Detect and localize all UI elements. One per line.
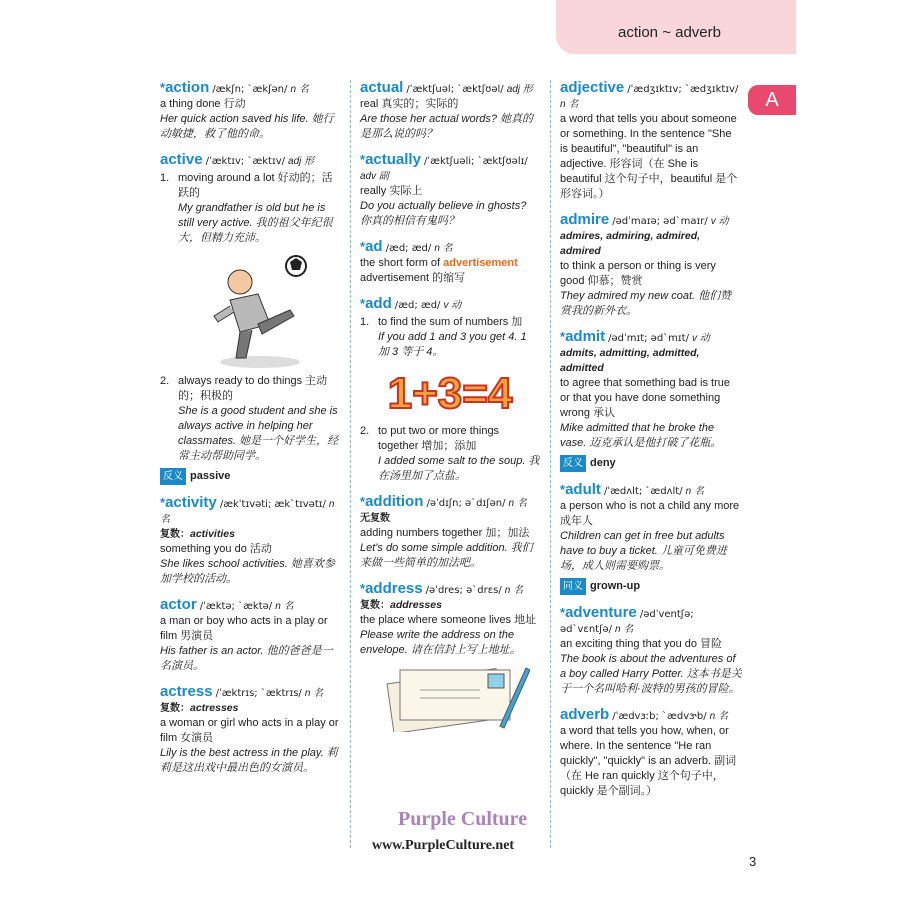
headword: action <box>165 79 210 96</box>
definition: real 真实的；实际的 <box>360 98 459 110</box>
entry-address: *address /əˈdres; əˋdrɛs/ n 名 复数：addresses the place where someone lives 地址 Please write the address on the envelope. 请在信封上写上地址。 <box>360 581 540 732</box>
entry-actor: actor /ˈæktə; ˋæktə/ n 名 a man or boy who acts in a play or film 男演员 His father is an actor. 他的爸爸是一名演员。 <box>160 597 342 674</box>
example: Lily is the best actress in the play. 莉莉是这出戏中最出色的女演员。 <box>160 747 338 774</box>
page-header <box>556 0 796 54</box>
headword: adjective <box>560 79 625 96</box>
example: Let's do some simple addition. 我们来做一些简单的加法吧。 <box>360 542 533 569</box>
entry-activity: *activity /ækˈtɪvəti; ækˋtɪvətɪ/ n 名 复数：activities something you do 活动 She likes school activities. 她喜欢参加学校的活动。 <box>160 495 342 587</box>
definition: a person who is not a child any more 成年人 <box>560 500 740 527</box>
entry-action: *action /ækʃn; ˋækʃən/ n 名 a thing done 行动 Her quick action saved his life. 她行动敏捷，救了他的命。 <box>160 80 342 142</box>
definition: adding numbers together 加；加法 <box>360 527 530 539</box>
definition: really 实际上 <box>360 185 423 197</box>
definition: the place where someone lives 地址 <box>360 614 537 626</box>
definition: a woman or girl who acts in a play or film 女演员 <box>160 717 339 744</box>
example: If you add 1 and 3 you get 4. 1 加 3 等于 4。 <box>378 331 527 358</box>
headword: adventure <box>565 604 637 621</box>
headword: activity <box>165 494 217 511</box>
old-man-soccer-illustration <box>200 250 320 370</box>
cross-reference-link[interactable]: advertisement <box>443 257 518 269</box>
definition: always ready to do things 主动的；积极的 <box>178 375 328 402</box>
column-divider <box>550 80 551 848</box>
header-range: action ~ adverb <box>618 24 721 41</box>
definition: to put two or more things together 增加；添加 <box>378 425 500 452</box>
entry-admire: admire /ədˈmaɪə; ədˋmaɪr/ v 动 admires, admiring, admired, admired to think a person or thing is very good 仰慕；赞赏 They admired my new coat. 他们赞赏我的新外衣。 <box>560 212 742 319</box>
example: They admired my new coat. 他们赞赏我的新外衣。 <box>560 290 732 317</box>
column-1 <box>160 80 342 786</box>
entry-add: *add /æd; æd/ v 动 1. to find the sum of numbers 加 If you add 1 and 3 you get 4. 1 加 3 等于 4。 1+3=4 2. to put two or more things together 增加；添加 I added some salt to the soup. 我在汤里加了点盐。 <box>360 295 540 482</box>
definition: something you do 活动 <box>160 543 272 555</box>
antonym: 反义 passive <box>160 468 342 485</box>
definition: to find the sum of numbers 加 <box>378 316 523 328</box>
headword: actor <box>160 596 197 613</box>
entry-ad: *ad /æd; æd/ n 名 the short form of advertisement advertisement 的缩写 <box>360 239 540 286</box>
envelope-illustration <box>380 662 530 732</box>
column-3 <box>560 80 742 809</box>
headword: actually <box>365 151 421 168</box>
entry-adult: *adult /ˈædʌlt; ˋædʌlt/ n 名 a person who is not a child any more 成年人 Children can get in free but adults have to buy a ticket. 儿童可免费进场，成人则需要购票。 同义 grown-up <box>560 482 742 595</box>
letter-tab: A <box>748 85 796 115</box>
definition: a word that tells you how, when, or where. In the sentence "He ran quickly", "quickly" is an adverb. 副词（在 He ran quickly 这个句子中，quickly 是个副词。） <box>560 725 737 797</box>
headword: admire <box>560 211 610 228</box>
entry-actually: *actually /ˈæktʃuəli; ˋæktʃʊəlɪ/ adv 副 really 实际上 Do you actually believe in ghosts? 你真的相信有鬼吗？ <box>360 152 540 229</box>
definition: the short form of advertisement advertisement 的缩写 <box>360 257 518 284</box>
equation-illustration <box>370 364 530 420</box>
headword: address <box>365 580 423 597</box>
page-number: 3 <box>749 854 757 869</box>
definition: a word that tells you about someone or something. In the sentence "She is beautiful", "beautiful" is an adjective. 形容词（在 She is beautiful 这个句子中，beautiful 是个形容词。） <box>560 113 738 200</box>
example: She likes school activities. 她喜欢参加学校的活动。 <box>160 558 335 585</box>
entry-active: active /ˈæktɪv; ˋæktɪv/ adj 形 1. moving around a lot 好动的；活跃的 My grandfather is old but he is still very active. 我的祖父年纪很大，但精力充沛。 2. always ready to do things 主动的；积极的 She is a good student and she is always active in helping her classmates. 她是一个好学生，经常主动帮助同学。 反义 passive <box>160 152 342 485</box>
headword: active <box>160 151 203 168</box>
headword: admit <box>565 328 606 345</box>
example: Do you actually believe in ghosts? 你真的相信有鬼吗？ <box>360 200 527 227</box>
equation-text: 1+3=4 <box>387 369 513 418</box>
definition: moving around a lot 好动的；活跃的 <box>178 172 333 199</box>
headword: ad <box>365 238 383 255</box>
entry-adventure: *adventure /ədˈventʃə; ədˋvɛntʃə/ n 名 an exciting thing that you do 冒险 The book is about the adventures of a boy called Harry Potter. 这本书是关于一个名叫哈利·波特的男孩的冒险。 <box>560 604 742 695</box>
headword: adverb <box>560 706 610 723</box>
column-divider <box>350 80 351 848</box>
synonym: 同义 grown-up <box>560 578 742 595</box>
example: My grandfather is old but he is still very active. 我的祖父年纪很大，但精力充沛。 <box>178 202 333 244</box>
entry-actress: actress /ˈæktrɪs; ˋæktrɪs/ n 名 复数：actresses a woman or girl who acts in a play or film 女演员 Lily is the best actress in the play. 莉莉是这出戏中最出色的女演员。 <box>160 684 342 776</box>
definition: to think a person or thing is very good 仰慕；赞赏 <box>560 260 716 287</box>
example: Mike admitted that he broke the vase. 迈克承认是他打破了花瓶。 <box>560 422 722 449</box>
definition: to agree that something bad is true or that you have done something wrong 承认 <box>560 377 730 419</box>
example: Are those her actual words? 她真的是那么说的吗？ <box>360 113 534 140</box>
example: She is a good student and she is always active in helping her classmates. 她是一个好学生，经常主动帮助同学。 <box>178 405 339 462</box>
example: Please write the address on the envelope. 请在信封上写上地址。 <box>360 629 521 656</box>
watermark-brand: Purple Culture <box>398 808 528 830</box>
definition: a man or boy who acts in a play or film 男演员 <box>160 615 328 642</box>
entry-adjective: adjective /ˈædʒɪktɪv; ˋædʒɪktɪv/ n 名 a word that tells you about someone or something. In the sentence "She is beautiful", "beautiful" is an adjective. 形容词（在 She is beautiful 这个句子中，beautiful 是个形容词。） <box>560 80 742 202</box>
example: Children can get in free but adults have to buy a ticket. 儿童可免费进场，成人则需要购票。 <box>560 530 727 572</box>
headword: actress <box>160 683 213 700</box>
entry-addition: *addition /əˈdɪʃn; əˋdɪʃən/ n 名 无复数 adding numbers together 加；加法 Let's do some simple addition. 我们来做一些简单的加法吧。 <box>360 494 540 571</box>
example: I added some salt to the soup. 我在汤里加了点盐。 <box>378 455 540 482</box>
headword: add <box>365 295 392 312</box>
entry-adverb: adverb /ˈædvɜːb; ˋædvɝb/ n 名 a word that tells you how, when, or where. In the sentence "He ran quickly", "quickly" is an adverb. 副词（在 He ran quickly 这个句子中，quickly 是个副词。） <box>560 707 742 799</box>
entry-admit: *admit /ədˈmɪt; ədˋmɪt/ v 动 admits, admitting, admitted, admitted to agree that something bad is true or that you have done something wrong 承认 Mike admitted that he broke the vase. 迈克承认是他打破了花瓶。 反义 deny <box>560 329 742 472</box>
definition: an exciting thing that you do 冒险 <box>560 638 723 650</box>
example: His father is an actor. 他的爸爸是一名演员。 <box>160 645 333 672</box>
headword: addition <box>365 493 424 510</box>
definition: a thing done 行动 <box>160 98 246 110</box>
column-2 <box>360 80 540 742</box>
antonym: 反义 deny <box>560 455 742 472</box>
headword: adult <box>565 481 601 498</box>
entry-actual: actual /ˈæktʃuəl; ˋæktʃʊəl/ adj 形 real 真实的；实际的 Are those her actual words? 她真的是那么说的吗？ <box>360 80 540 142</box>
example: Her quick action saved his life. 她行动敏捷，救了他的命。 <box>160 113 334 140</box>
watermark-url[interactable]: www.PurpleCulture.net <box>372 838 515 853</box>
headword: actual <box>360 79 404 96</box>
example: The book is about the adventures of a boy called Harry Potter. 这本书是关于一个名叫哈利·波特的男孩的冒险。 <box>560 653 742 695</box>
